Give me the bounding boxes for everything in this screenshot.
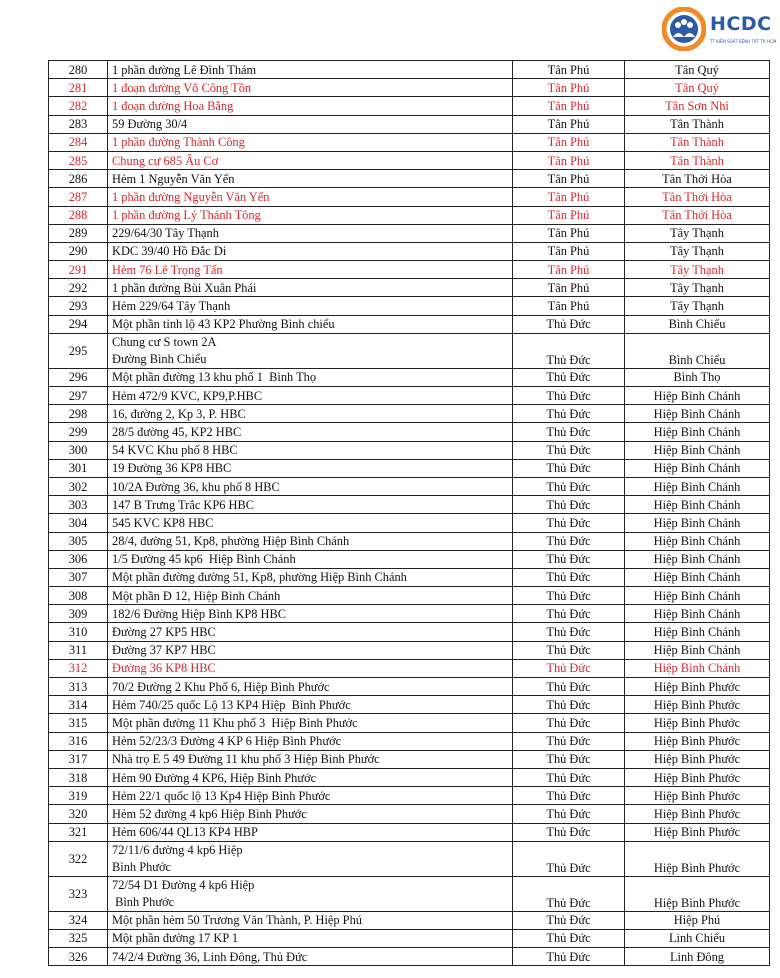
- table-row: [49, 423, 770, 441]
- table-row: [49, 477, 770, 495]
- address-line-2: Bình Phước: [112, 859, 172, 874]
- district-cell: Tân Phú: [513, 151, 625, 169]
- district-cell: Thủ Đức: [513, 587, 625, 605]
- ward-cell: Hiệp Bình Chánh: [625, 496, 770, 514]
- table-row: [49, 170, 770, 188]
- ward-cell: Linh Đông: [625, 948, 770, 966]
- table-row: [49, 732, 770, 750]
- table-row: [49, 61, 770, 79]
- table-row: [49, 279, 770, 297]
- row-number: 311: [49, 641, 108, 659]
- table-row: [49, 496, 770, 514]
- table-row: [49, 605, 770, 623]
- address-cell: 182/6 Đường Hiệp Bình KP8 HBC: [108, 605, 513, 623]
- row-number: 326: [49, 948, 108, 966]
- district-cell: Thủ Đức: [513, 623, 625, 641]
- table-row: [49, 514, 770, 532]
- ward-cell: Tân Thành: [625, 115, 770, 133]
- address-table-body: [49, 61, 770, 966]
- table-row: [49, 841, 770, 876]
- row-number: 300: [49, 441, 108, 459]
- address-cell: 74/2/4 Đường 36, Linh Đông, Thủ Đức: [108, 948, 513, 966]
- table-row: [49, 587, 770, 605]
- table-row: [49, 550, 770, 568]
- row-number: 299: [49, 423, 108, 441]
- table-row: [49, 151, 770, 169]
- row-number: 289: [49, 224, 108, 242]
- row-number: 322: [49, 841, 108, 876]
- row-number: 310: [49, 623, 108, 641]
- district-cell: Thủ Đức: [513, 948, 625, 966]
- district-cell: Thủ Đức: [513, 876, 625, 911]
- row-number: 295: [49, 333, 108, 368]
- row-number: 317: [49, 750, 108, 768]
- ward-cell: Hiệp Bình Phước: [625, 805, 770, 823]
- address-cell: 28/5 đường 45, KP2 HBC: [108, 423, 513, 441]
- district-cell: Tân Phú: [513, 242, 625, 260]
- logo-text: HCDC: [710, 13, 772, 35]
- district-cell: Thủ Đức: [513, 441, 625, 459]
- district-cell: Thủ Đức: [513, 841, 625, 876]
- ward-cell: Tây Thạnh: [625, 297, 770, 315]
- district-cell: Thủ Đức: [513, 768, 625, 786]
- ward-cell: Tân Thới Hòa: [625, 188, 770, 206]
- ward-cell: Hiệp Bình Chánh: [625, 387, 770, 405]
- table-row: [49, 133, 770, 151]
- row-number: 321: [49, 823, 108, 841]
- address-cell: [108, 333, 513, 368]
- address-table: [48, 60, 770, 966]
- table-row: [49, 188, 770, 206]
- address-line-1: Chung cư S town 2A: [112, 334, 217, 349]
- ward-cell: Hiệp Bình Phước: [625, 732, 770, 750]
- ward-cell: Hiệp Bình Phước: [625, 750, 770, 768]
- district-cell: Tân Phú: [513, 188, 625, 206]
- ward-cell: Tân Sơn Nhì: [625, 97, 770, 115]
- ward-cell: Tây Thạnh: [625, 242, 770, 260]
- address-cell: Một phần đường 17 KP 1: [108, 929, 513, 947]
- district-cell: Tân Phú: [513, 79, 625, 97]
- district-cell: Thủ Đức: [513, 929, 625, 947]
- address-cell: Nhà trọ E 5 49 Đường 11 khu phố 3 Hiệp Bình Phước: [108, 750, 513, 768]
- table-row: [49, 97, 770, 115]
- table-row: [49, 823, 770, 841]
- district-cell: Thủ Đức: [513, 750, 625, 768]
- district-cell: Thủ Đức: [513, 496, 625, 514]
- address-cell: 147 B Trưng Trắc KP6 HBC: [108, 496, 513, 514]
- ward-cell: Hiệp Bình Phước: [625, 787, 770, 805]
- table-row: [49, 750, 770, 768]
- ward-cell: Tân Thành: [625, 151, 770, 169]
- district-cell: Thủ Đức: [513, 532, 625, 550]
- row-number: 307: [49, 568, 108, 586]
- row-number: 325: [49, 929, 108, 947]
- ward-cell: Hiệp Bình Chánh: [625, 459, 770, 477]
- address-cell: Chung cư 685 Âu Cơ: [108, 151, 513, 169]
- row-number: 282: [49, 97, 108, 115]
- row-number: 292: [49, 279, 108, 297]
- address-line-2: Đường Bình Chiểu: [112, 351, 207, 366]
- address-cell: 1 đoạn đường Võ Công Tồn: [108, 79, 513, 97]
- district-cell: Tân Phú: [513, 170, 625, 188]
- hcdc-logo: [662, 6, 777, 56]
- row-number: 291: [49, 261, 108, 279]
- row-number: 314: [49, 696, 108, 714]
- address-cell: Một phần tỉnh lộ 43 KP2 Phường Bình chiểu: [108, 315, 513, 333]
- logo-subtitle: TT KIỂM SOÁT BỆNH TẬT TP. HCM: [710, 39, 777, 44]
- address-cell: Hẻm 606/44 QL13 KP4 HBP: [108, 823, 513, 841]
- table-row: [49, 678, 770, 696]
- address-cell: Một phần đường đường 51, Kp8, phường Hiệp Bình Chánh: [108, 568, 513, 586]
- address-cell: 1 phần đường Thành Công: [108, 133, 513, 151]
- table-row: [49, 387, 770, 405]
- row-number: 304: [49, 514, 108, 532]
- hcdc-logo-icon: [662, 7, 706, 51]
- table-row: [49, 623, 770, 641]
- address-cell: Một phần hẻm 50 Trương Văn Thành, P. Hiệp Phú: [108, 911, 513, 929]
- address-cell: 229/64/30 Tây Thạnh: [108, 224, 513, 242]
- row-number: 318: [49, 768, 108, 786]
- row-number: 312: [49, 659, 108, 677]
- district-cell: Thủ Đức: [513, 641, 625, 659]
- row-number: 320: [49, 805, 108, 823]
- district-cell: Tân Phú: [513, 224, 625, 242]
- table-row: [49, 876, 770, 911]
- row-number: 319: [49, 787, 108, 805]
- district-cell: Tân Phú: [513, 297, 625, 315]
- ward-cell: Hiệp Bình Chánh: [625, 532, 770, 550]
- ward-cell: Hiệp Bình Chánh: [625, 441, 770, 459]
- address-cell: Một phần Đ 12, Hiệp Bình Chánh: [108, 587, 513, 605]
- address-cell: Hẻm 22/1 quốc lộ 13 Kp4 Hiệp Bình Phước: [108, 787, 513, 805]
- ward-cell: Hiệp Bình Chánh: [625, 550, 770, 568]
- table-row: [49, 948, 770, 966]
- table-row: [49, 206, 770, 224]
- address-cell: Hẻm 52/23/3 Đường 4 KP 6 Hiệp Bình Phước: [108, 732, 513, 750]
- ward-cell: Hiệp Bình Chánh: [625, 605, 770, 623]
- address-line-2: Bình Phước: [112, 894, 175, 909]
- ward-cell: Linh Chiểu: [625, 929, 770, 947]
- address-cell: [108, 876, 513, 911]
- table-row: [49, 805, 770, 823]
- row-number: 280: [49, 61, 108, 79]
- table-row: [49, 641, 770, 659]
- table-row: [49, 115, 770, 133]
- row-number: 285: [49, 151, 108, 169]
- address-cell: 1/5 Đường 45 kp6 Hiệp Bình Chánh: [108, 550, 513, 568]
- table-row: [49, 696, 770, 714]
- district-cell: Thủ Đức: [513, 805, 625, 823]
- district-cell: Thủ Đức: [513, 605, 625, 623]
- district-cell: Thủ Đức: [513, 787, 625, 805]
- district-cell: Tân Phú: [513, 97, 625, 115]
- ward-cell: Hiệp Bình Phước: [625, 696, 770, 714]
- row-number: 301: [49, 459, 108, 477]
- ward-cell: Hiệp Bình Phước: [625, 823, 770, 841]
- address-cell: [108, 841, 513, 876]
- ward-cell: Tân Quý: [625, 61, 770, 79]
- ward-cell: Hiệp Bình Chánh: [625, 405, 770, 423]
- row-number: 290: [49, 242, 108, 260]
- row-number: 286: [49, 170, 108, 188]
- table-row: [49, 368, 770, 386]
- address-cell: Hẻm 1 Nguyễn Văn Yến: [108, 170, 513, 188]
- row-number: 287: [49, 188, 108, 206]
- district-cell: Tân Phú: [513, 115, 625, 133]
- ward-cell: Bình Chiểu: [625, 315, 770, 333]
- address-cell: 1 đoạn đường Hoa Bằng: [108, 97, 513, 115]
- ward-cell: Tây Thạnh: [625, 224, 770, 242]
- address-cell: 59 Đường 30/4: [108, 115, 513, 133]
- ward-cell: Tân Quý: [625, 79, 770, 97]
- ward-cell: Bình Thọ: [625, 368, 770, 386]
- district-cell: Thủ Đức: [513, 550, 625, 568]
- table-row: [49, 768, 770, 786]
- ward-cell: Hiệp Bình Chánh: [625, 423, 770, 441]
- district-cell: Thủ Đức: [513, 405, 625, 423]
- district-cell: Tân Phú: [513, 261, 625, 279]
- ward-cell: Hiệp Bình Phước: [625, 876, 770, 911]
- row-number: 284: [49, 133, 108, 151]
- table-row: [49, 911, 770, 929]
- row-number: 324: [49, 911, 108, 929]
- district-cell: Thủ Đức: [513, 911, 625, 929]
- district-cell: Tân Phú: [513, 133, 625, 151]
- ward-cell: Tây Thạnh: [625, 279, 770, 297]
- ward-cell: Hiệp Bình Chánh: [625, 568, 770, 586]
- row-number: 302: [49, 477, 108, 495]
- row-number: 308: [49, 587, 108, 605]
- address-cell: 10/2A Đường 36, khu phố 8 HBC: [108, 477, 513, 495]
- district-cell: Thủ Đức: [513, 368, 625, 386]
- table-row: [49, 297, 770, 315]
- ward-cell: Hiệp Bình Chánh: [625, 514, 770, 532]
- table-row: [49, 441, 770, 459]
- district-cell: Thủ Đức: [513, 423, 625, 441]
- row-number: 315: [49, 714, 108, 732]
- table-row: [49, 315, 770, 333]
- address-cell: Hẻm 472/9 KVC, KP9,P.HBC: [108, 387, 513, 405]
- table-row: [49, 79, 770, 97]
- table-row: [49, 929, 770, 947]
- ward-cell: Hiệp Bình Chánh: [625, 641, 770, 659]
- row-number: 293: [49, 297, 108, 315]
- address-cell: 1 phần đường Nguyễn Văn Yến: [108, 188, 513, 206]
- ward-cell: Tân Thới Hòa: [625, 170, 770, 188]
- address-cell: KDC 39/40 Hồ Đắc Di: [108, 242, 513, 260]
- district-cell: Thủ Đức: [513, 732, 625, 750]
- district-cell: Thủ Đức: [513, 387, 625, 405]
- table-row: [49, 787, 770, 805]
- address-cell: Một phần đường 11 Khu phố 3 Hiệp Bình Phước: [108, 714, 513, 732]
- row-number: 323: [49, 876, 108, 911]
- table-row: [49, 242, 770, 260]
- address-cell: Đường 36 KP8 HBC: [108, 659, 513, 677]
- table-row: [49, 714, 770, 732]
- district-cell: Thủ Đức: [513, 659, 625, 677]
- address-cell: Một phần đường 13 khu phố 1 Bình Thọ: [108, 368, 513, 386]
- ward-cell: Hiệp Bình Phước: [625, 678, 770, 696]
- ward-cell: Hiệp Bình Chánh: [625, 587, 770, 605]
- address-cell: 19 Đường 36 KP8 HBC: [108, 459, 513, 477]
- ward-cell: Bình Chiểu: [625, 333, 770, 368]
- address-cell: Hẻm 90 Đường 4 KP6, Hiệp Bình Phước: [108, 768, 513, 786]
- district-cell: Thủ Đức: [513, 333, 625, 368]
- address-cell: 70/2 Đường 2 Khu Phố 6, Hiệp Bình Phước: [108, 678, 513, 696]
- row-number: 303: [49, 496, 108, 514]
- row-number: 297: [49, 387, 108, 405]
- district-cell: Thủ Đức: [513, 678, 625, 696]
- district-cell: Thủ Đức: [513, 315, 625, 333]
- address-cell: Hẻm 76 Lê Trọng Tấn: [108, 261, 513, 279]
- address-cell: Hẻm 52 đường 4 kp6 Hiệp Bình Phước: [108, 805, 513, 823]
- row-number: 288: [49, 206, 108, 224]
- row-number: 281: [49, 79, 108, 97]
- address-cell: 1 phần đường Lý Thánh Tông: [108, 206, 513, 224]
- row-number: 306: [49, 550, 108, 568]
- table-row: [49, 568, 770, 586]
- district-cell: Thủ Đức: [513, 459, 625, 477]
- row-number: 298: [49, 405, 108, 423]
- table-row: [49, 659, 770, 677]
- address-cell: 54 KVC Khu phố 8 HBC: [108, 441, 513, 459]
- table-row: [49, 224, 770, 242]
- district-cell: Thủ Đức: [513, 696, 625, 714]
- district-cell: Thủ Đức: [513, 477, 625, 495]
- ward-cell: Hiệp Bình Chánh: [625, 659, 770, 677]
- district-cell: Tân Phú: [513, 61, 625, 79]
- row-number: 313: [49, 678, 108, 696]
- address-cell: Hẻm 740/25 quốc Lộ 13 KP4 Hiệp Bình Phước: [108, 696, 513, 714]
- row-number: 294: [49, 315, 108, 333]
- address-cell: 545 KVC KP8 HBC: [108, 514, 513, 532]
- address-line-1: 72/11/6 đường 4 kp6 Hiệp: [112, 842, 243, 857]
- district-cell: Tân Phú: [513, 279, 625, 297]
- district-cell: Thủ Đức: [513, 823, 625, 841]
- table-row: [49, 459, 770, 477]
- table-row: [49, 333, 770, 368]
- address-cell: 28/4, đường 51, Kp8, phường Hiệp Bình Chánh: [108, 532, 513, 550]
- district-cell: Tân Phú: [513, 206, 625, 224]
- ward-cell: Hiệp Bình Phước: [625, 841, 770, 876]
- row-number: 309: [49, 605, 108, 623]
- district-cell: Thủ Đức: [513, 514, 625, 532]
- address-cell: 1 phần đường Lê Đình Thám: [108, 61, 513, 79]
- district-cell: Thủ Đức: [513, 714, 625, 732]
- ward-cell: Hiệp Bình Phước: [625, 768, 770, 786]
- address-cell: 16, đường 2, Kp 3, P. HBC: [108, 405, 513, 423]
- address-cell: Hẻm 229/64 Tây Thạnh: [108, 297, 513, 315]
- ward-cell: Tân Thành: [625, 133, 770, 151]
- address-line-1: 72/54 D1 Đường 4 kp6 Hiệp: [112, 877, 255, 892]
- table-row: [49, 405, 770, 423]
- district-cell: Thủ Đức: [513, 568, 625, 586]
- row-number: 296: [49, 368, 108, 386]
- ward-cell: Tân Thới Hòa: [625, 206, 770, 224]
- address-cell: Đường 37 KP7 HBC: [108, 641, 513, 659]
- ward-cell: Hiệp Bình Phước: [625, 714, 770, 732]
- row-number: 305: [49, 532, 108, 550]
- ward-cell: Hiệp Bình Chánh: [625, 477, 770, 495]
- ward-cell: Tây Thạnh: [625, 261, 770, 279]
- ward-cell: Hiệp Bình Chánh: [625, 623, 770, 641]
- address-cell: 1 phần đường Bùi Xuân Phái: [108, 279, 513, 297]
- ward-cell: Hiệp Phú: [625, 911, 770, 929]
- table-row: [49, 532, 770, 550]
- address-cell: Đường 27 KP5 HBC: [108, 623, 513, 641]
- table-row: [49, 261, 770, 279]
- row-number: 316: [49, 732, 108, 750]
- row-number: 283: [49, 115, 108, 133]
